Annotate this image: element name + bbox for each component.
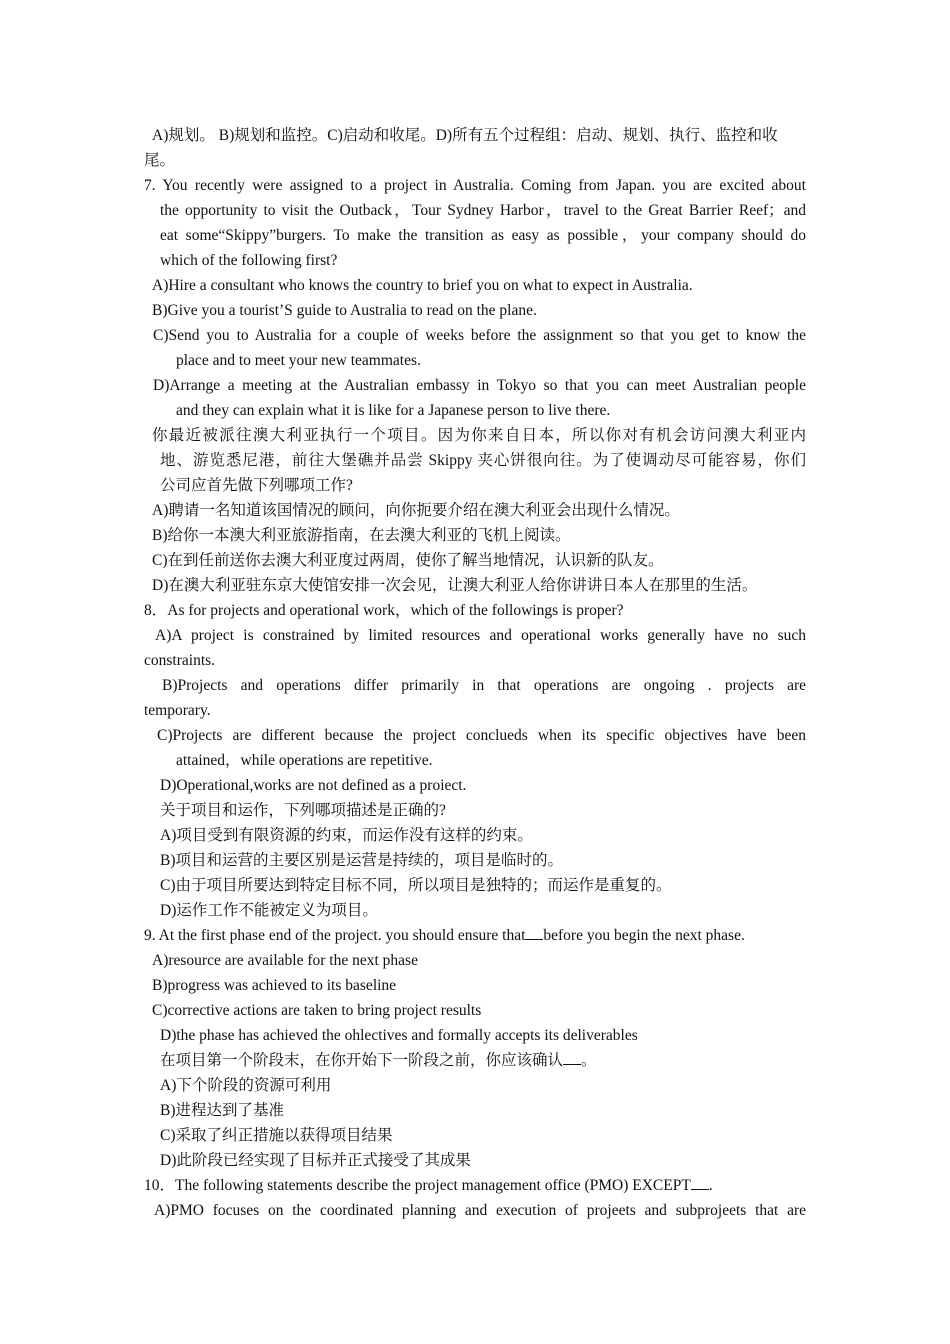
q6-chinese-options: A)规划。 B)规划和监控。C)启动和收尾。D)所有五个过程组：启动、规划、执行、监控和收 bbox=[152, 127, 778, 144]
q9-option-b: B)progress was achieved to its baseline bbox=[152, 977, 397, 994]
q7-chinese-question-line-1: 你最近被派往澳大利亚执行一个项目。因为你来自日本，所以你对有机会访问澳大利亚内 bbox=[152, 427, 806, 444]
q7-option-b: B)Give you a tourist’S guide to Australia to read on the plane. bbox=[152, 302, 537, 319]
q7-chinese-option-d: D)在澳大利亚驻东京大使馆安排一次会见，让澳大利亚人给你讲讲日本人在那里的生活。 bbox=[152, 577, 758, 594]
q10-question bbox=[144, 1173, 713, 1198]
q7-chinese-option-c: C)在到任前送你去澳大利亚度过两周，使你了解当地情况，认识新的队友。 bbox=[152, 552, 664, 569]
q9-chinese-question-start: 在项目第一个阶段末，在你开始下一阶段之前，你应该确认 bbox=[160, 1052, 564, 1069]
q8-option-b-line-1: B)Projects and operations differ primarily in that operations are ongoing . projects are bbox=[162, 677, 806, 694]
q8-chinese-option-d: D)运作工作不能被定义为项目。 bbox=[160, 902, 378, 919]
q10-answer-blank bbox=[691, 1175, 709, 1190]
q8-option-b-line-2: temporary. bbox=[144, 702, 211, 719]
q9-answer-blank bbox=[525, 925, 543, 940]
q9-question bbox=[144, 923, 745, 948]
q9-chinese-option-b: B)进程达到了基准 bbox=[160, 1102, 285, 1119]
q10-question-start: 10．The following statements describe the project management office (PMO) EXCEPT bbox=[144, 1177, 691, 1194]
q9-chinese-question bbox=[160, 1048, 597, 1073]
q7-question-line-3: eat some“Skippy”burgers. To make the transition as easy as possible，your company should do bbox=[160, 227, 806, 244]
q7-question-line-1: 7. You recently were assigned to a project in Australia. Coming from Japan. you are excited about bbox=[144, 177, 806, 194]
q9-question-start: 9. At the first phase end of the project. you should ensure that bbox=[144, 927, 526, 944]
q7-question-line-4: which of the following first? bbox=[160, 252, 338, 269]
q8-option-a-line-2: constraints. bbox=[144, 652, 216, 669]
q7-option-c-line-2: place and to meet your new teammates. bbox=[176, 352, 421, 369]
q7-question-line-2: the opportunity to visit the Outback，Tour Sydney Harbor，travel to the Great Barrier Reef；and bbox=[160, 202, 806, 219]
q9-option-d: D)the phase has achieved the ohlectives and formally accepts its deliverables bbox=[160, 1027, 638, 1044]
q7-option-d-line-1: D)Arrange a meeting at the Australian embassy in Tokyo so that you can meet Australian people bbox=[153, 377, 806, 394]
q8-option-a-line-1: A)A project is constrained by limited resources and operational works generally have no such bbox=[155, 627, 806, 644]
q8-chinese-option-a: A)项目受到有限资源的约束，而运作没有这样的约束。 bbox=[160, 827, 533, 844]
q9-chinese-question-end: 。 bbox=[581, 1052, 597, 1069]
q10-option-a-line-1: A)PMO focuses on the coordinated planning and execution of projeets and subprojeets that are bbox=[154, 1202, 806, 1219]
q8-question: 8．As for projects and operational work，which of the followings is proper? bbox=[144, 602, 624, 619]
q7-chinese-question-line-2: 地、游览悉尼港，前往大堡礁并品尝 Skippy 夹心饼很向往。为了使调动尽可能容易，你们 bbox=[160, 452, 806, 469]
q8-chinese-question: 关于项目和运作，下列哪项描述是正确的? bbox=[160, 802, 446, 819]
q9-chinese-option-d: D)此阶段已经实现了目标并正式接受了其成果 bbox=[160, 1152, 471, 1169]
q7-chinese-option-a: A)聘请一名知道该国情况的顾问，向你扼要介绍在澳大利亚会出现什么情况。 bbox=[152, 502, 680, 519]
q7-option-a: A)Hire a consultant who knows the country to brief you on what to expect in Australia. bbox=[152, 277, 693, 294]
q9-chinese-answer-blank bbox=[563, 1050, 581, 1065]
q9-chinese-option-a: A)下个阶段的资源可利用 bbox=[160, 1077, 332, 1094]
q9-option-a: A)resource are available for the next phase bbox=[152, 952, 418, 969]
q7-option-d-line-2: and they can explain what it is like for a Japanese person to live there. bbox=[176, 402, 611, 419]
q7-option-c-line-1: C)Send you to Australia for a couple of weeks before the assignment so that you get to know the bbox=[153, 327, 806, 344]
q7-chinese-question-line-3: 公司应首先做下列哪项工作? bbox=[160, 477, 353, 494]
q6-chinese-options-cont: 尾。 bbox=[144, 152, 176, 169]
q9-question-end: before you begin the next phase. bbox=[543, 927, 745, 944]
q8-option-c-line-1: C)Projects are different because the project conclueds when its specific objectives have been bbox=[157, 727, 806, 744]
q8-option-c-line-2: attained，while operations are repetitive. bbox=[176, 752, 433, 769]
q10-question-end: . bbox=[708, 1177, 713, 1194]
q7-chinese-option-b: B)给你一本澳大利亚旅游指南，在去澳大利亚的飞机上阅读。 bbox=[152, 527, 571, 544]
q8-chinese-option-b: B)项目和运营的主要区别是运营是持续的，项目是临时的。 bbox=[160, 852, 564, 869]
q8-option-d: D)Operational,works are not defined as a proiect. bbox=[160, 777, 467, 794]
q9-chinese-option-c: C)采取了纠正措施以获得项目结果 bbox=[160, 1127, 393, 1144]
q9-option-c: C)corrective actions are taken to bring project results bbox=[152, 1002, 482, 1019]
q8-chinese-option-c: C)由于项目所要达到特定目标不同，所以项目是独特的；而运作是重复的。 bbox=[160, 877, 672, 894]
